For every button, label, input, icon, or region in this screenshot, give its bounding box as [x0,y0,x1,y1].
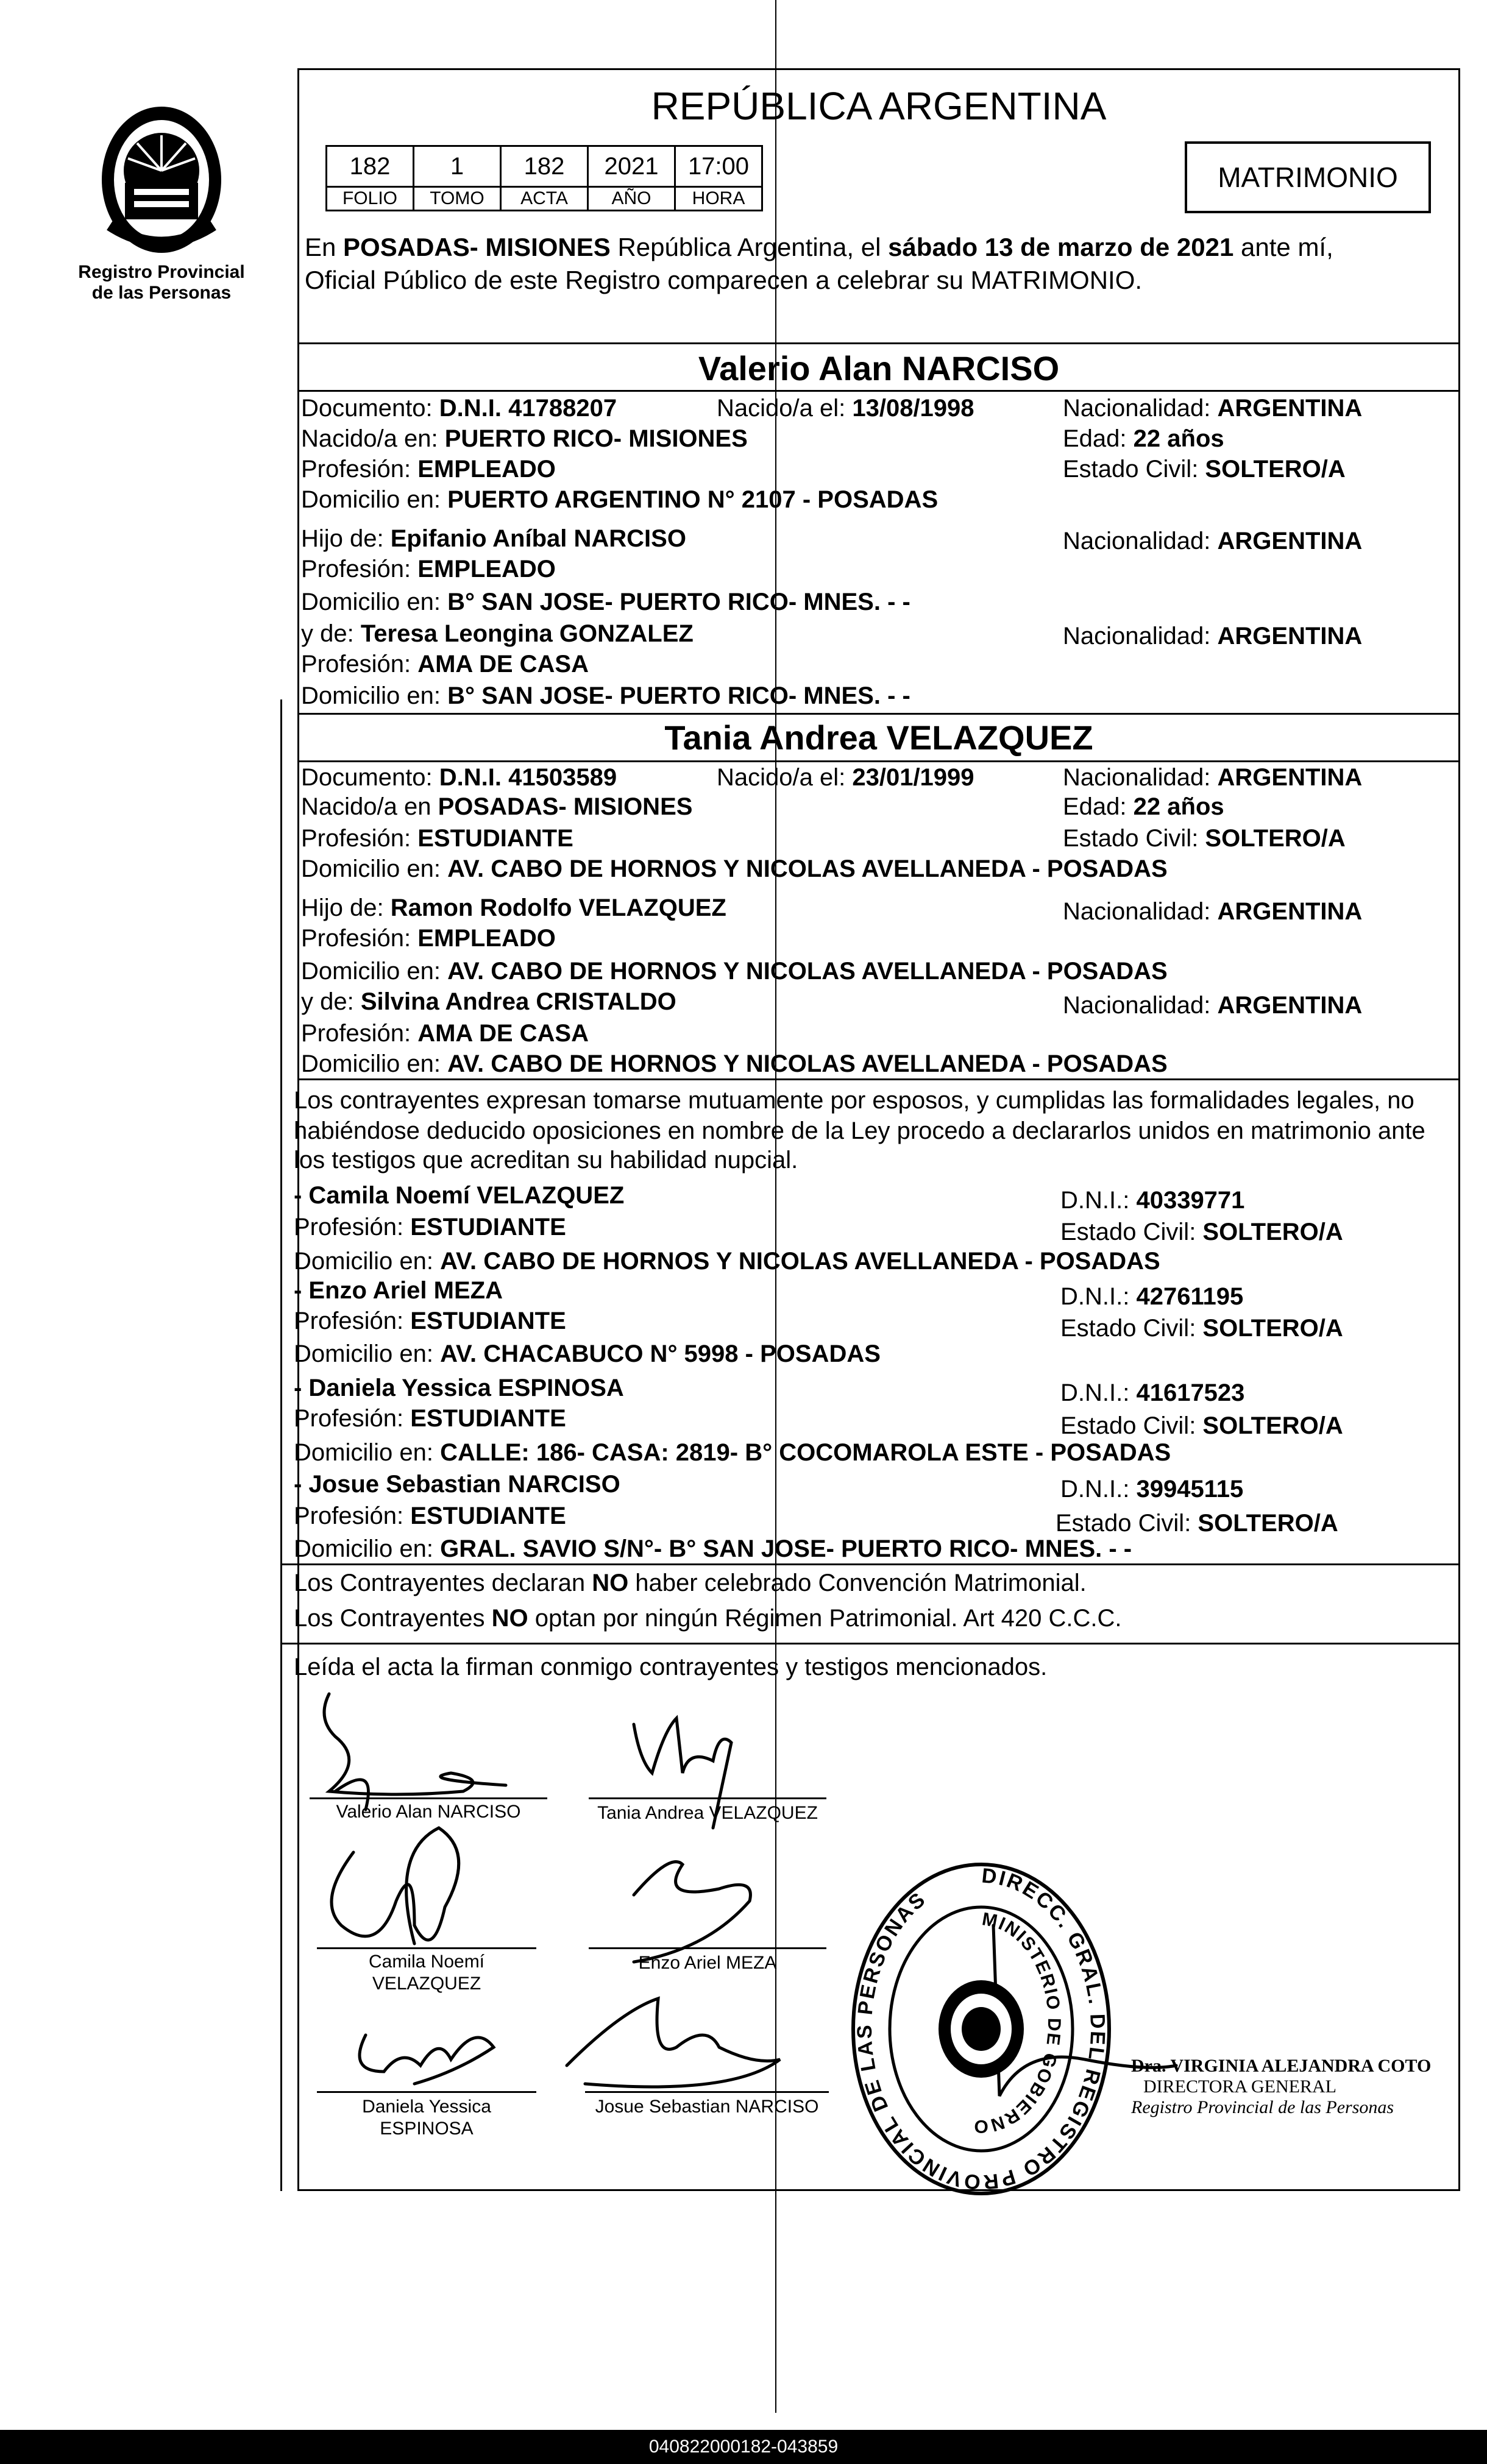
spouse2-address [301,854,1168,883]
province-logo [91,97,232,262]
spouse1-nationality [1063,394,1362,423]
signature-line-valerio [310,1797,547,1799]
label: Domicilio en: [301,589,448,615]
intro-place: POSADAS- MISIONES [343,233,611,261]
intro-line1 [305,233,1333,262]
emphasis: NO [592,1570,629,1596]
spouse1-mother-address [301,681,910,710]
divider-declaration [297,1078,1460,1080]
tomo-label: TOMO [414,187,501,211]
signature-daniela [360,2035,494,2084]
label: D.N.I.: [1060,1283,1137,1310]
line2: VELAZQUEZ [372,1974,481,1994]
spouse1-father [301,524,686,553]
witness-1-dni [1060,1186,1244,1215]
signature-valerio [324,1694,506,1794]
text: haber celebrado Convención Matrimonial. [628,1570,1087,1596]
label: Profesión: [294,1503,411,1529]
spouse2-father [301,893,726,922]
label: Profesión: [301,1020,418,1047]
label: Estado Civil: [1056,1510,1198,1537]
value: AV. CABO DE HORNOS Y NICOLAS AVELLANEDA - POSADAS [447,958,1168,985]
acta-label: ACTA [501,187,588,211]
value: ESTUDIANTE [410,1503,566,1529]
intro-text-1: En [305,233,344,261]
value: SOLTERO/A [1202,1412,1343,1439]
divider-spouse1-name [297,390,1460,392]
intro-line2: Oficial Público de este Registro comparecen a celebrar su MATRIMONIO. [305,266,1143,294]
text: Los Contrayentes declaran [294,1570,592,1596]
label: Nacionalidad: [1063,623,1218,650]
spouse1-mother-profession [301,650,589,679]
value: SOLTERO/A [1202,1219,1343,1245]
official-stamp [1131,2056,1436,2118]
value: AMA DE CASA [417,1020,589,1047]
folio-label: FOLIO [327,187,414,211]
official-seal [841,1852,1121,2206]
spouse2-father-profession [301,924,556,953]
spouse2-nationality [1063,763,1362,792]
label: Domicilio en: [301,1050,448,1077]
value: Teresa Leongina GONZALEZ [360,620,694,647]
signature-label-enzo: Enzo Ariel MEZA [638,1953,777,1973]
text: optan por ningún Régimen Patrimonial. Art 420 C.C.C. [528,1605,1122,1632]
value: 22 años [1133,425,1224,452]
signature-line-josue [585,2091,829,2093]
spouse1-born-in [301,424,748,453]
spouse1-civil [1063,455,1346,484]
seal-ring-text: DIRECC. GRAL. DEL REGISTRO PROVINCIAL DE LAS PERSONAS [853,1864,1110,2194]
misiones-shield-icon [91,97,232,262]
divider-closing [280,1643,1460,1644]
label: Estado Civil: [1063,825,1205,852]
spouse2-profession [301,824,573,853]
value: PUERTO RICO- MISIONES [444,425,748,452]
value: ESTUDIANTE [410,1405,566,1432]
hour-label: HORA [675,187,762,211]
label: Domicilio en: [294,1439,441,1466]
label: Nacido/a el: [717,764,853,791]
witness-3-address [294,1438,1171,1467]
label: y de: [301,620,361,647]
spouse2-civil [1063,824,1346,853]
witness-3-profession [294,1404,566,1433]
signature-line-enzo [589,1947,826,1949]
label: Hijo de: [301,894,391,921]
signature-label-daniela [317,2096,536,2140]
spouse1-father-address [301,587,910,617]
value: B° SAN JOSE- PUERTO RICO- MNES. - - [447,589,910,615]
spouse1-profession [301,455,556,484]
value: ESTUDIANTE [410,1214,566,1241]
spouse1-mother [301,619,694,648]
value: ARGENTINA [1217,764,1363,791]
spouse1-mother-nationality [1063,621,1362,651]
line2: ESPINOSA [380,2119,474,2139]
label: D.N.I.: [1060,1379,1137,1406]
signature-label-valerio: Valerio Alan NARCISO [336,1802,521,1822]
label: Domicilio en: [301,682,448,709]
label: Estado Civil: [1060,1219,1203,1245]
value: AV. CABO DE HORNOS Y NICOLAS AVELLANEDA - POSADAS [440,1248,1160,1275]
label: Nacido/a el: [717,395,853,422]
divider-header [297,342,1460,344]
value: SOLTERO/A [1205,456,1346,483]
label: Profesión: [294,1214,411,1241]
spouse2-born-in [301,792,692,821]
spouse2-age [1063,792,1224,821]
spouse2-father-nationality [1063,897,1362,926]
label: Nacionalidad: [1063,898,1218,925]
value: GRAL. SAVIO S/N°- B° SAN JOSE- PUERTO RICO- MNES. - - [440,1535,1132,1562]
divider-spouse2 [297,713,1460,715]
line1: Camila Noemí [368,1952,485,1972]
folio-value: 182 [327,146,414,187]
value: Ramon Rodolfo VELAZQUEZ [390,894,726,921]
spouse1-born-on [717,394,974,423]
spouse1-address [301,485,938,514]
line1: Daniela Yessica [362,2097,491,2117]
signature-josue [567,1998,780,2087]
witness-4-address [294,1534,1132,1563]
label: Profesión: [301,825,418,852]
value: POSADAS- MISIONES [438,793,693,820]
value: CALLE: 186- CASA: 2819- B° COCOMAROLA ESTE - POSADAS [440,1439,1171,1466]
label: Profesión: [301,651,418,678]
label: Estado Civil: [1060,1412,1203,1439]
signature-line-daniela [317,2091,536,2093]
witness-1-name: - Camila Noemí VELAZQUEZ [294,1182,625,1209]
year-label: AÑO [588,187,675,211]
label: Nacionalidad: [1063,395,1218,422]
label: D.N.I.: [1060,1187,1137,1214]
intro-text-2: República Argentina, el [610,233,889,261]
value: EMPLEADO [417,556,556,582]
value: 13/08/1998 [852,395,974,422]
spouse1-age [1063,424,1224,453]
witness-4-civil [1056,1509,1338,1538]
value: D.N.I. 41788207 [439,395,617,422]
witness-1-civil [1060,1217,1343,1247]
value: Epifanio Aníbal NARCISO [390,525,686,552]
spouse1-father-nationality [1063,526,1362,556]
label: Nacido/a en: [301,425,445,452]
label: Profesión: [301,556,418,582]
convention-line2 [294,1604,1122,1633]
signature-label-camila [317,1951,536,1995]
label: Domicilio en: [301,958,448,985]
value: PUERTO ARGENTINO N° 2107 - POSADAS [447,486,939,513]
witness-2-civil [1060,1314,1343,1343]
value: ARGENTINA [1217,395,1363,422]
spouse2-mother-profession [301,1019,589,1048]
value: D.N.I. 41503589 [439,764,617,791]
value: SOLTERO/A [1205,825,1346,852]
convention-line1 [294,1568,1087,1598]
label: Edad: [1063,793,1134,820]
value: B° SAN JOSE- PUERTO RICO- MNES. - - [447,682,910,709]
value: AV. CABO DE HORNOS Y NICOLAS AVELLANEDA - POSADAS [447,1050,1168,1077]
spouse1-doc [301,394,617,423]
witness-1-profession [294,1213,566,1242]
witness-1-address [294,1247,1160,1276]
value: Silvina Andrea CRISTALDO [360,988,676,1015]
value: SOLTERO/A [1202,1315,1343,1342]
intro-date: sábado 13 de marzo de 2021 [888,233,1234,261]
official-name: Dra. VIRGINIA ALEJANDRA COTO [1131,2056,1432,2076]
label: Estado Civil: [1060,1315,1203,1342]
label: Nacido/a en [301,793,438,820]
tomo-value: 1 [414,146,501,187]
value: ESTUDIANTE [417,825,573,852]
official-title: DIRECTORA GENERAL [1143,2076,1336,2097]
label: Profesión: [294,1405,411,1432]
witness-2-address [294,1339,881,1368]
signature-line-tania [589,1797,826,1799]
logo-caption-line2: de las Personas [91,283,232,303]
value: 41617523 [1136,1379,1245,1406]
value: 42761195 [1136,1283,1244,1310]
label: Profesión: [301,456,418,483]
spouse2-doc [301,763,617,792]
label: Profesión: [294,1308,411,1334]
spouse2-mother-nationality [1063,991,1362,1020]
frame-left-border [280,699,282,2191]
value: 39945115 [1136,1476,1244,1503]
document-title: REPÚBLICA ARGENTINA [651,84,1107,128]
witness-3-civil [1060,1411,1343,1440]
signature-line-camila [317,1947,536,1949]
emphasis: NO [491,1605,528,1632]
signature-label-tania: Tania Andrea VELAZQUEZ [597,1803,818,1823]
label: Documento: [301,395,439,422]
value: ESTUDIANTE [410,1308,566,1334]
spouse2-name: Tania Andrea VELAZQUEZ [664,718,1093,757]
spouse2-born-on [717,763,974,792]
year-value: 2021 [588,146,675,187]
value: AV. CABO DE HORNOS Y NICOLAS AVELLANEDA - POSADAS [447,855,1168,882]
spouse2-mother [301,987,676,1016]
value: 40339771 [1136,1187,1245,1214]
label: y de: [301,988,361,1015]
label: Edad: [1063,425,1134,452]
label: Domicilio en: [294,1535,441,1562]
label: Hijo de: [301,525,391,552]
label: Profesión: [301,925,418,952]
witness-2-profession [294,1306,566,1336]
label: D.N.I.: [1060,1476,1137,1503]
value: EMPLEADO [417,925,556,952]
witness-4-dni [1060,1475,1243,1504]
value: ARGENTINA [1217,623,1363,650]
declaration-line2: habiéndose deducido oposiciones en nombre de la Ley procedo a declararlos unidos en matrimonio ante [294,1117,1425,1144]
witness-4-name: - Josue Sebastian NARCISO [294,1471,620,1498]
label: Estado Civil: [1063,456,1205,483]
footer-bar [0,2430,1487,2464]
seal-inner-text: MINISTERIO DE GOBIERNO [973,1909,1065,2137]
value: ARGENTINA [1217,992,1363,1019]
declaration-line1: Los contrayentes expresan tomarse mutuamente por esposos, y cumplidas las formalidades legales, no [294,1087,1414,1114]
certificate-type-box: MATRIMONIO [1185,141,1431,213]
spouse2-father-address [301,957,1168,986]
value: ARGENTINA [1217,898,1363,925]
value: AMA DE CASA [417,651,589,678]
logo-caption [73,262,250,303]
signature-camila [332,1828,459,1944]
value: 22 años [1133,793,1224,820]
hour-value: 17:00 [675,146,762,187]
text: Los Contrayentes [294,1605,492,1632]
divider-convention [280,1563,1460,1565]
value: AV. CHACABUCO N° 5998 - POSADAS [440,1340,881,1367]
witness-3-dni [1060,1378,1244,1407]
label: Nacionalidad: [1063,992,1218,1019]
witness-2-dni [1060,1282,1243,1311]
value: SOLTERO/A [1198,1510,1338,1537]
spouse2-mother-address [301,1049,1168,1078]
official-org: Registro Provincial de las Personas [1131,2097,1394,2117]
intro-text-3: ante mí, [1233,233,1333,261]
document-code: 040822000182-043859 [648,2437,839,2457]
label: Nacionalidad: [1063,764,1218,791]
label: Domicilio en: [301,486,448,513]
closing-text: Leída el acta la firman conmigo contrayentes y testigos mencionados. [294,1654,1048,1680]
label: Nacionalidad: [1063,528,1218,554]
label: Domicilio en: [294,1248,441,1275]
witness-2-name: - Enzo Ariel MEZA [294,1277,503,1304]
divider-spouse2-name [297,760,1460,762]
label: Domicilio en: [301,855,448,882]
logo-caption-line1: Registro Provincial [78,262,245,282]
witness-4-profession [294,1501,566,1531]
label: Documento: [301,764,439,791]
spouse1-father-profession [301,554,556,584]
value: EMPLEADO [417,456,556,483]
signature-label-josue: Josue Sebastian NARCISO [595,2097,819,2117]
declaration-line3: los testigos que acreditan su habilidad nupcial. [294,1147,798,1174]
spouse1-name: Valerio Alan NARCISO [698,349,1060,388]
witness-3-name: - Daniela Yessica ESPINOSA [294,1375,624,1401]
registry-table [325,145,763,211]
label: Domicilio en: [294,1340,441,1367]
value: 23/01/1999 [852,764,974,791]
acta-value: 182 [501,146,588,187]
value: ARGENTINA [1217,528,1363,554]
